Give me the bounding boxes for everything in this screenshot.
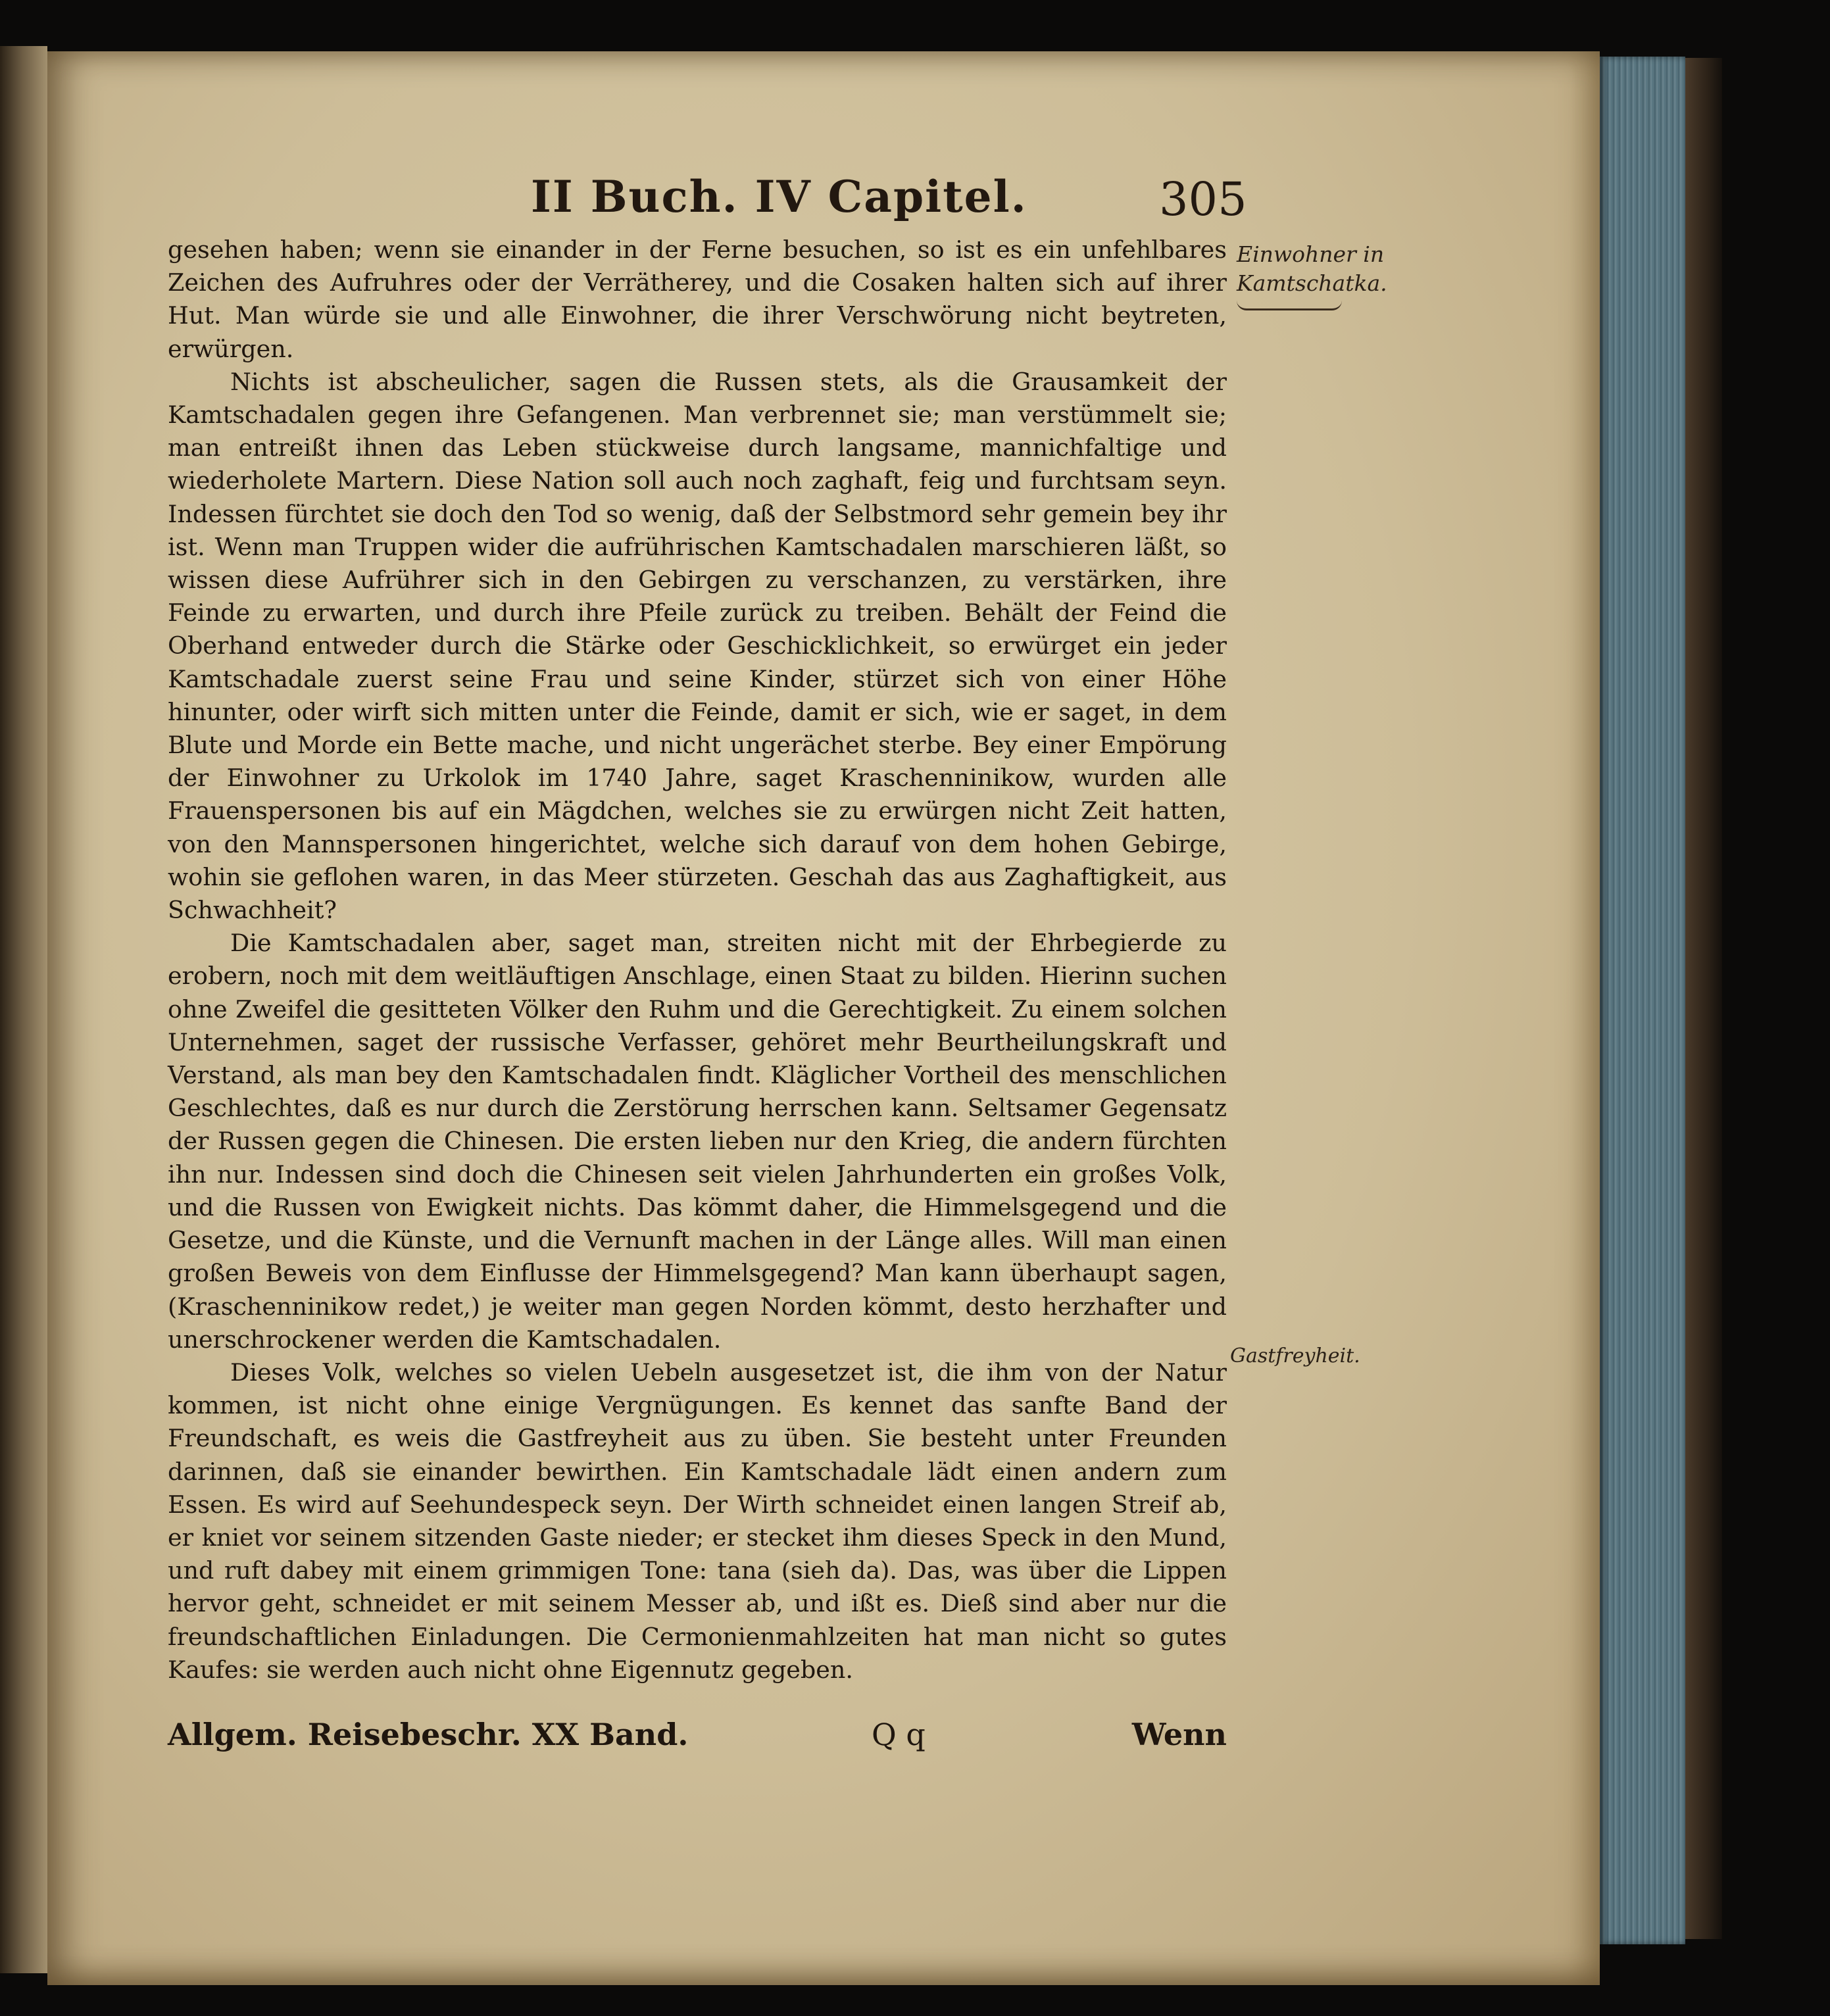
page-number: 305: [1159, 172, 1247, 226]
marginal-note-inhabitants: [1237, 240, 1401, 310]
paragraph: Die Kamtschadalen aber, saget man, streiten nicht mit der Ehrbegierde zu erobern, noch mit dem weitläuftigen Anschlage, einen Staat zu bilden. Hierinn suchen ohne Zweifel die gesitteten Völker den Ruhm und die Gerechtigkeit. Zu einem solchen Unternehmen, saget der russische Verfasser, gehöret mehr Beurtheilungskraft und Verstand, als man bey den Kamtschadalen findt. Kläglicher Vortheil des menschlichen Geschlechtes, daß es nur durch die Zerstörung herrschen kann. Seltsamer Gegensatz der Russen gegen die Chinesen. Die ersten lieben nur den Krieg, die andern fürchten ihn nur. Indessen sind doch die Chinesen seit vielen Jahrhunderten ein großes Volk, und die Russen von Ewigkeit nichts. Das kömmt daher, die Himmelsgegend und die Gesetze, und die Künste, und die Vernunft machen in der Länge alles. Will man einen großen Beweis von dem Einflusse der Himmelsgegend? Man kann überhaupt sagen, (Kraschenninikow redet,) je weiter man gegen Norden kömmt, desto herzhafter und unerschrockener werden die Kamtschadalen.: [168, 929, 1227, 1354]
page-footer: [168, 1717, 1227, 1769]
paragraph: gesehen haben; wenn sie einander in der Ferne besuchen, so ist es ein unfehlbares Zeichen des Aufruhres oder der Verrätherey, und die Cosaken halten sich auf ihrer Hut. Man würde sie und alle Einwohner, die ihrer Verschwörung nicht beytreten, erwürgen.: [168, 235, 1227, 363]
marginal-note-text: Einwohner in Kamtschatka.: [1237, 241, 1387, 296]
body-text: [168, 234, 1227, 1686]
running-title: II Buch. IV Capitel.: [531, 171, 1027, 222]
book-cover-edge: [1685, 58, 1722, 1939]
marginal-note-hospitality: Gastfreyheit.: [1230, 1344, 1360, 1367]
page-header: [47, 171, 1600, 230]
paragraph: Nichts ist abscheulicher, sagen die Russen stets, als die Grausamkeit der Kamtschadalen gegen ihre Gefangenen. Man verbrennet sie; man verstümmelt sie; man entreißt ihnen das Leben stückweise durch langsame, mannichfaltige und wiederholete Martern. Diese Nation soll auch noch zaghaft, feig und furchtsam seyn. Indessen fürchtet sie doch den Tod so wenig, daß der Selbstmord sehr gemein bey ihr ist. Wenn man Truppen wider die aufrührischen Kamtschadalen marschieren läßt, so wissen diese Aufrührer sich in den Gebirgen zu verschanzen, zu verstärken, ihre Feinde zu erwarten, und durch ihre Pfeile zurück zu treiben. Behält der Feind die Oberhand entweder durch die Stärke oder Geschicklichkeit, so erwürget ein jeder Kamtschadale zuerst seine Frau und seine Kinder, stürzet sich von einer Höhe hinunter, oder wirft sich mitten unter die Feinde, damit er sich, wie er saget, in dem Blute und Morde ein Bette mache, und nicht ungerächet sterbe. Bey einer Empörung der Einwohner zu Urkolok im 1740 Jahre, saget Kraschenninikow, wurden alle Frauenspersonen bis auf ein Mägdchen, welches sie zu erwürgen nicht Zeit hatten, von den Mannspersonen hingerichtet, welche sich darauf von dem hohen Gebirge, wohin sie geflohen waren, in das Meer stürzeten. Geschah das aus Zaghaftigkeit, aus Schwachheit?: [168, 367, 1227, 925]
signature-line: Allgem. Reisebeschr. XX Band.: [168, 1717, 689, 1752]
marginal-bracket: [1237, 301, 1342, 310]
gathering-mark: Q q: [872, 1717, 926, 1752]
paragraph: Dieses Volk, welches so vielen Uebeln ausgesetzet ist, die ihm von der Natur kommen, ist nicht ohne einige Vergnügungen. Es kennet das sanfte Band der Freundschaft, es weis die Gastfreyheit aus zu üben. Sie besteht unter Freunden darinnen, daß sie einander bewirthen. Ein Kamtschadale lädt einen andern zum Essen. Es wird auf Seehundespeck seyn. Der Wirth schneidet einen langen Streif ab, er kniet vor seinem sitzenden Gaste nieder; er stecket ihm dieses Speck in den Mund, und ruft dabey mit einem grimmigen Tone: tana (sieh da). Das, was über die Lippen hervor geht, schneidet er mit seinem Messer ab, und ißt es. Dieß sind aber nur die freundschaftlichen Einladungen. Die Cermonienmahlzeiten hat man nicht so gutes Kaufes: sie werden auch nicht ohne Eigennutz gegeben.: [168, 1358, 1227, 1684]
left-page-edge: [0, 46, 47, 1973]
catchword: Wenn: [1131, 1717, 1227, 1752]
book-fore-edge: [1600, 57, 1685, 1944]
